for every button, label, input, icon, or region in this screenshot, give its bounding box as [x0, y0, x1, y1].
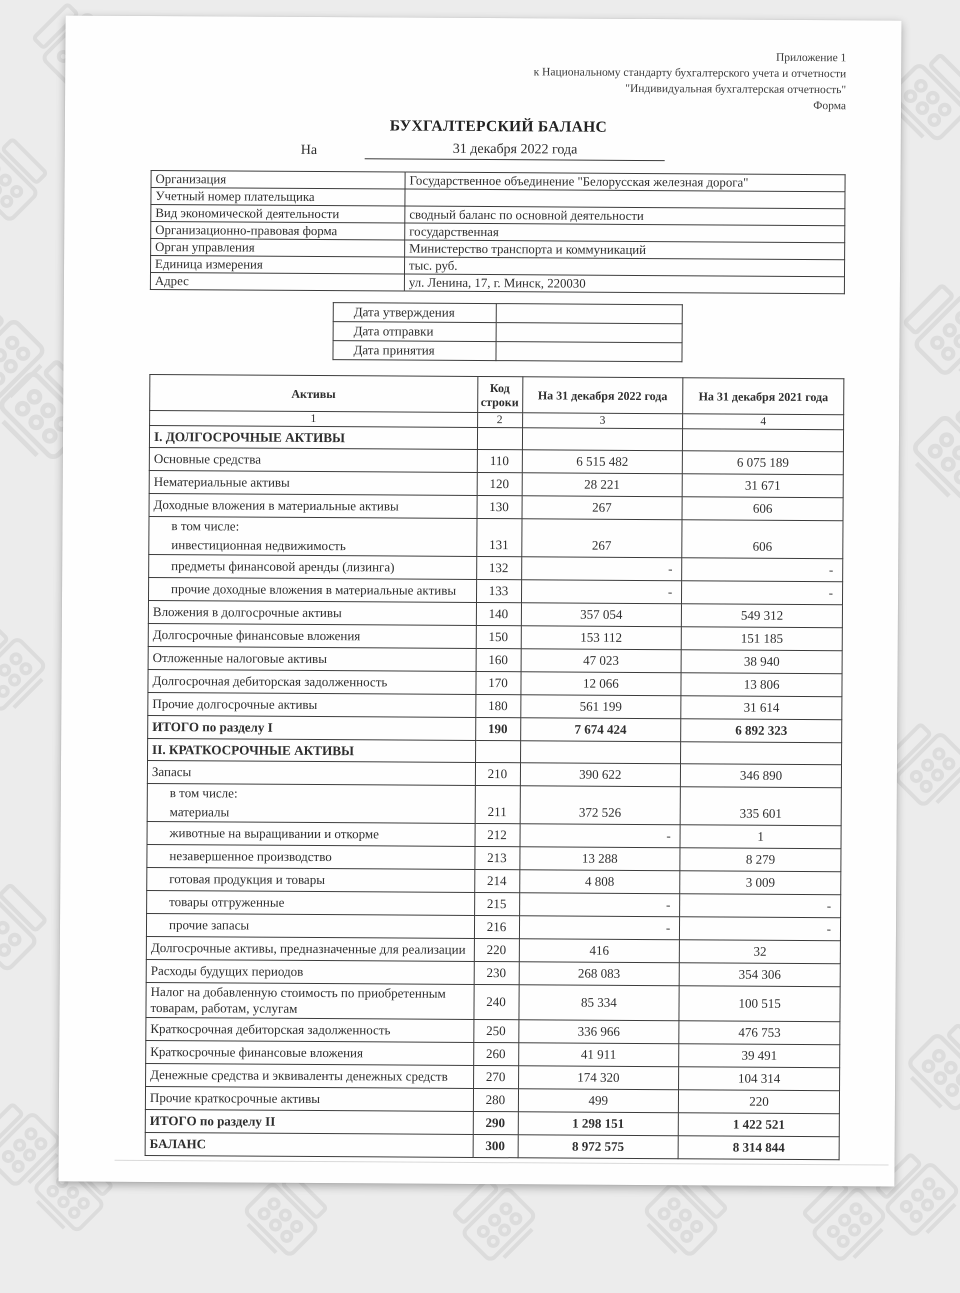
- row-value-2022: -: [519, 824, 680, 848]
- row-value-2022: 13 288: [519, 847, 680, 871]
- row-code: 130: [477, 495, 522, 518]
- row-value-2021: 1 422 521: [678, 1113, 839, 1137]
- row-value-2021: -: [680, 917, 841, 941]
- info-label: Организационно-правовая форма: [151, 221, 405, 240]
- row-label: Запасы: [147, 760, 475, 785]
- info-value: ул. Ленина, 17, г. Минск, 220030: [404, 274, 844, 294]
- row-value-2021: 549 312: [682, 604, 843, 628]
- col-number: 3: [522, 413, 683, 429]
- row-value-2021: -: [680, 894, 841, 918]
- row-value-2021: 220: [679, 1090, 840, 1114]
- row-label: предметы финансовой аренды (лизинга): [149, 554, 477, 579]
- row-label: Краткосрочная дебиторская задолженность: [146, 1017, 474, 1042]
- balance-sheet-table: [145, 374, 845, 1160]
- row-value-2021: 6 892 323: [681, 719, 842, 743]
- row-value-2021: -: [682, 581, 843, 605]
- row-label: Отложенные налоговые активы: [148, 646, 476, 671]
- row-value-2021: -: [682, 558, 843, 582]
- row-value-2021: 31 671: [682, 474, 843, 498]
- row-value-2022: 28 221: [522, 473, 683, 497]
- row-code: 213: [474, 846, 519, 869]
- col-header-assets: Активы: [150, 374, 478, 412]
- row-value-2021: [683, 429, 844, 452]
- info-label: Учетный номер плательщика: [151, 187, 405, 206]
- col-header-2021: На 31 декабря 2021 года: [683, 378, 844, 415]
- section-label: II. КРАТКОСРОЧНЫЕ АКТИВЫ: [148, 738, 476, 762]
- row-value-2022: 41 911: [518, 1043, 679, 1067]
- row-value-2022: 357 054: [521, 603, 682, 627]
- info-label: Адрес: [150, 272, 404, 291]
- row-label: Денежные средства и эквиваленты денежных средств: [146, 1063, 474, 1088]
- row-value-2021: 39 491: [679, 1044, 840, 1068]
- row-label: Вложения в долгосрочные активы: [148, 600, 476, 625]
- row-label: ИТОГО по разделу I: [148, 715, 476, 740]
- row-value-2021: 6 075 189: [683, 451, 844, 475]
- organization-info-body: [150, 170, 845, 293]
- row-code: 180: [475, 694, 520, 717]
- row-value-2022: 561 199: [520, 695, 681, 719]
- row-sublabel-prefix: в том числе:: [170, 785, 472, 803]
- date-label: Дата принятия: [333, 341, 496, 361]
- row-label: Нематериальные активы: [149, 470, 477, 495]
- date-label: Дата утверждения: [333, 303, 496, 323]
- row-value-2021: 104 314: [679, 1067, 840, 1091]
- row-code: 190: [475, 717, 520, 740]
- row-code: 120: [477, 472, 522, 495]
- row-label: прочие доходные вложения в материальные активы: [148, 577, 476, 602]
- row-value-2021: 151 185: [681, 627, 842, 651]
- row-label: незавершенное производство: [147, 844, 475, 869]
- row-sublabel-prefix: в том числе:: [171, 518, 473, 536]
- row-code: 131: [476, 518, 521, 556]
- total-row: [145, 1132, 839, 1159]
- row-code: 230: [474, 961, 519, 984]
- row-value-2021: 32: [680, 940, 841, 964]
- info-label: Единица измерения: [151, 255, 405, 274]
- row-value-2021: [681, 742, 842, 765]
- row-value-2021: 476 753: [679, 1021, 840, 1045]
- row-value-2022: 47 023: [521, 649, 682, 673]
- row-value-2021: 38 940: [681, 650, 842, 674]
- date-value: [496, 304, 683, 324]
- row-value-2022: 85 334: [518, 985, 679, 1021]
- row-value-2021: 31 614: [681, 696, 842, 720]
- row-value-2022: -: [519, 893, 680, 917]
- row-label: готовая продукция и товары: [147, 867, 475, 892]
- row-value-2022: 4 808: [519, 870, 680, 894]
- row-code: 132: [476, 556, 521, 579]
- header-note-line: Приложение 1: [151, 46, 846, 66]
- row-label: БАЛАНС: [145, 1132, 473, 1157]
- row-value-2021: 606: [682, 497, 843, 521]
- table-row: [146, 982, 840, 1021]
- date-prefix: На: [301, 143, 317, 159]
- row-code: 211: [475, 785, 520, 823]
- row-code: 210: [475, 762, 520, 785]
- row-value-2021: 8 314 844: [678, 1136, 839, 1160]
- row-label: ИТОГО по разделу II: [145, 1109, 473, 1134]
- row-code: 280: [473, 1088, 518, 1111]
- row-value-2022: 174 320: [518, 1066, 679, 1090]
- balance-table-body: [145, 425, 843, 1159]
- table-row: [147, 783, 841, 825]
- date-row: [333, 341, 682, 362]
- dates-table-body: [333, 303, 682, 362]
- report-date-value: 31 декабря 2022 года: [365, 141, 665, 161]
- row-code: 133: [476, 579, 521, 602]
- row-value-2022: -: [519, 916, 680, 940]
- row-label: Долгосрочные финансовые вложения: [148, 623, 476, 648]
- row-code: 150: [476, 625, 521, 648]
- row-label: Доходные вложения в материальные активы: [149, 493, 477, 518]
- row-value-2022: 499: [518, 1089, 679, 1113]
- row-value-2022: 372 526: [520, 786, 681, 825]
- row-value-2021: 8 279: [680, 848, 841, 872]
- info-value: тыс. руб.: [404, 257, 844, 277]
- document-page: [58, 15, 901, 1186]
- header-note-line: к Национальному стандарту бухгалтерского учета и отчетности: [151, 62, 846, 82]
- col-header-code: Код строки: [477, 376, 522, 412]
- row-label: Прочие долгосрочные активы: [148, 692, 476, 717]
- row-code: 270: [473, 1065, 518, 1088]
- info-label: Орган управления: [151, 238, 405, 257]
- row-label: Расходы будущих периодов: [146, 959, 474, 984]
- form-header-note: [151, 46, 846, 114]
- row-value-2022: 1 298 151: [518, 1112, 679, 1136]
- col-number: 2: [477, 412, 522, 427]
- row-value-2022: 267: [522, 496, 683, 520]
- row-code: 110: [477, 449, 522, 472]
- info-label: Организация: [151, 170, 405, 189]
- row-value-2022: 390 622: [520, 763, 681, 787]
- table-row: [149, 516, 843, 558]
- row-code: 160: [476, 648, 521, 671]
- row-label: Долгосрочная дебиторская задолженность: [148, 669, 476, 694]
- report-date-line: [151, 136, 846, 162]
- date-row: [333, 322, 682, 343]
- info-value: государственная: [405, 223, 845, 243]
- col-number: 1: [150, 410, 478, 427]
- date-value: [496, 323, 683, 343]
- header-note-line: Форма: [151, 94, 846, 114]
- row-value-2021: 100 515: [679, 986, 840, 1022]
- page-title: БУХГАЛТЕРСКИЙ БАЛАНС: [151, 116, 846, 138]
- row-value-2022: 6 515 482: [522, 450, 683, 474]
- row-value-2022: 8 972 575: [518, 1135, 679, 1159]
- row-code: 170: [475, 671, 520, 694]
- row-label: Налог на добавленную стоимость по приобретенным товарам, работам, услугам: [146, 982, 474, 1019]
- info-value: Государственное объединение "Белорусская железная дорога": [405, 172, 845, 192]
- row-code: 215: [474, 892, 519, 915]
- row-label-text: материалы: [170, 804, 472, 822]
- row-label: животные на выращивании и откорме: [147, 821, 475, 846]
- row-value-2021: 13 806: [681, 673, 842, 697]
- row-value-2021: 335 601: [680, 787, 841, 826]
- row-value-2022: -: [521, 580, 682, 604]
- section-label: I. ДОЛГОСРОЧНЫЕ АКТИВЫ: [149, 425, 477, 449]
- row-value-2022: [520, 741, 681, 764]
- row-value-2022: 336 966: [518, 1020, 679, 1044]
- row-value-2022: 153 112: [521, 626, 682, 650]
- row-label: товары отгруженные: [147, 890, 475, 915]
- date-label: Дата отправки: [333, 322, 496, 342]
- row-label: Основные средства: [149, 447, 477, 472]
- row-code: 212: [475, 823, 520, 846]
- dates-table: [332, 302, 682, 362]
- info-row: [150, 272, 844, 293]
- row-value-2022: 267: [521, 519, 682, 558]
- row-value-2022: -: [521, 557, 682, 581]
- row-label: [147, 783, 475, 823]
- row-label: Прочие краткосрочные активы: [145, 1086, 473, 1111]
- row-label: прочие запасы: [146, 913, 474, 938]
- row-value-2021: 354 306: [679, 963, 840, 987]
- row-label: Краткосрочные финансовые вложения: [146, 1040, 474, 1065]
- row-code: 214: [474, 869, 519, 892]
- row-value-2022: 12 066: [520, 672, 681, 696]
- row-code: 290: [473, 1111, 518, 1134]
- row-code: [475, 740, 520, 762]
- row-label: [149, 516, 477, 556]
- row-code: 250: [473, 1019, 518, 1042]
- info-value: Министерство транспорта и коммуникаций: [405, 240, 845, 260]
- row-value-2022: 7 674 424: [520, 718, 681, 742]
- row-value-2021: 606: [682, 520, 843, 559]
- row-label: Долгосрочные активы, предназначенные для реализации: [146, 936, 474, 961]
- row-code: 300: [473, 1134, 518, 1157]
- col-number: 4: [683, 414, 844, 430]
- row-code: 240: [473, 984, 518, 1019]
- row-label-text: инвестиционная недвижимость: [171, 537, 473, 555]
- row-value-2021: 3 009: [680, 871, 841, 895]
- row-code: [477, 427, 522, 449]
- row-value-2022: 268 083: [519, 962, 680, 986]
- scan-artifact-line: [115, 1160, 889, 1166]
- row-value-2021: 346 890: [681, 764, 842, 788]
- col-header-2022: На 31 декабря 2022 года: [522, 377, 683, 414]
- row-code: 260: [473, 1042, 518, 1065]
- organization-info-table: [150, 170, 846, 294]
- row-value-2021: 1: [680, 825, 841, 849]
- date-row: [333, 303, 682, 324]
- row-code: 216: [474, 915, 519, 938]
- row-code: 220: [474, 938, 519, 961]
- row-value-2022: 416: [519, 939, 680, 963]
- info-label: Вид экономической деятельности: [151, 204, 405, 223]
- header-note-line: "Индивидуальная бухгалтерская отчетность": [151, 78, 846, 98]
- row-code: 140: [476, 602, 521, 625]
- balance-header-row: [150, 374, 844, 414]
- info-value: сводный баланс по основной деятельности: [405, 206, 845, 226]
- date-value: [496, 342, 683, 362]
- row-value-2022: [522, 428, 683, 451]
